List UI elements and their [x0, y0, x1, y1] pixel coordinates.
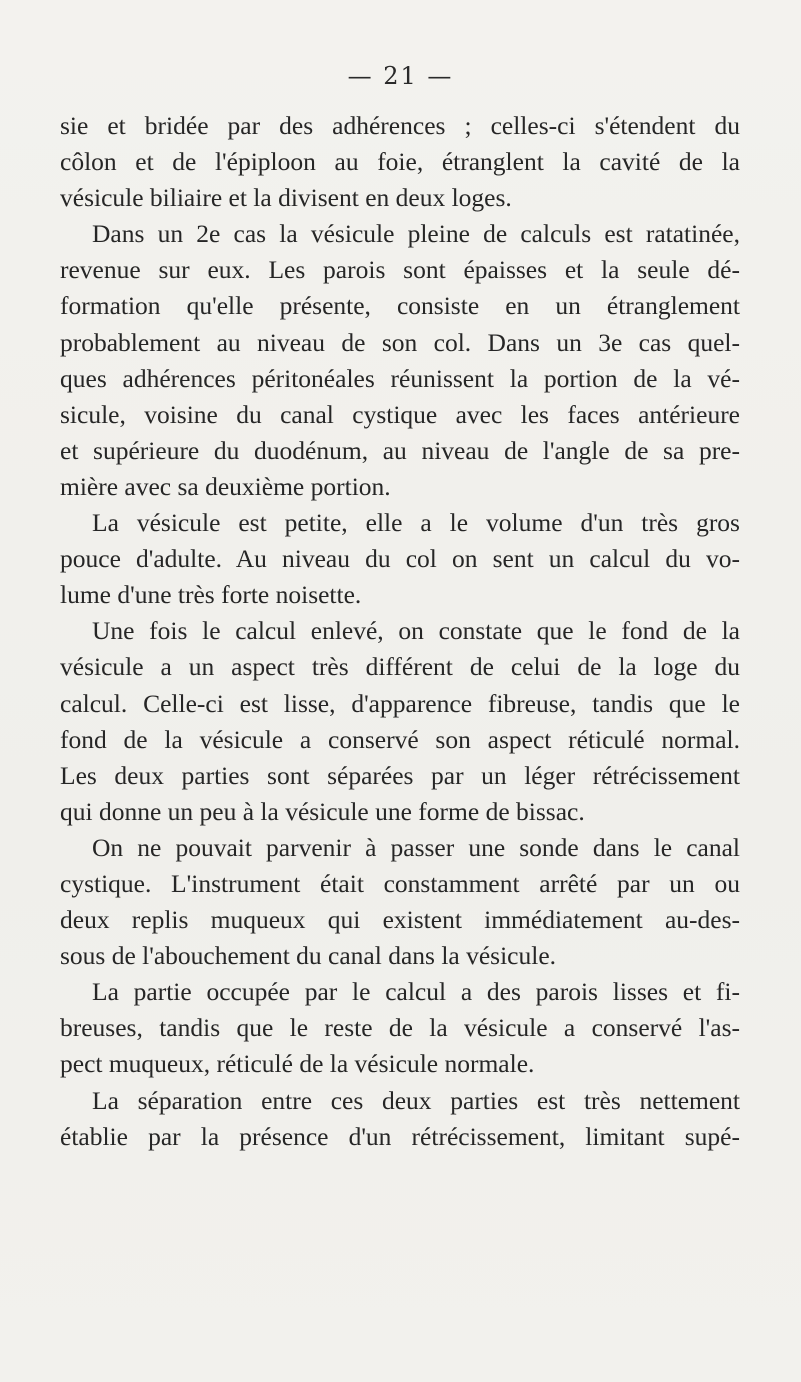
text-line: pect muqueux, réticulé de la vésicule normale. — [60, 1049, 535, 1079]
text-line: deux replis muqueux qui existent immédiatement au-des- — [60, 905, 740, 935]
text-line: Une fois le calcul enlevé, on constate que le fond de la — [92, 616, 740, 646]
text-line: La vésicule est petite, elle a le volume d'un très gros — [92, 508, 740, 538]
text-line: La partie occupée par le calcul a des parois lisses et fi- — [92, 977, 740, 1007]
text-line: revenue sur eux. Les parois sont épaisses et la seule dé- — [60, 255, 740, 285]
text-line: lume d'une très forte noisette. — [60, 580, 362, 610]
body-text — [60, 108, 740, 1155]
text-line: et supérieure du duodénum, au niveau de l'angle de sa pre- — [60, 435, 740, 465]
text-line: côlon et de l'épiploon au foie, étranglent la cavité de la — [60, 147, 740, 177]
text-line: fond de la vésicule a conservé son aspect réticulé normal. — [60, 724, 740, 754]
text-line: mière avec sa deuxième portion. — [60, 471, 391, 501]
text-line: pouce d'adulte. Au niveau du col on sent un calcul du vo- — [60, 544, 740, 574]
text-line: formation qu'elle présente, consiste en un étranglement — [60, 291, 740, 321]
text-line: Dans un 2e cas la vésicule pleine de calculs est ratatinée, — [92, 219, 740, 249]
text-line: sicule, voisine du canal cystique avec les faces antérieure — [60, 399, 740, 429]
text-line: vésicule biliaire et la divisent en deux loges. — [60, 183, 512, 213]
page-number: — 21 — — [347, 62, 454, 90]
text-line: La séparation entre ces deux parties est très nettement — [92, 1085, 740, 1115]
text-line: qui donne un peu à la vésicule une forme de bissac. — [60, 796, 585, 826]
text-line: cystique. L'instrument était constamment arrêté par un ou — [60, 868, 740, 898]
text-line: ques adhérences péritonéales réunissent la portion de la vé- — [60, 363, 740, 393]
text-line: breuses, tandis que le reste de la vésicule a conservé l'as- — [60, 1013, 740, 1043]
text-line: probablement au niveau de son col. Dans un 3e cas quel- — [60, 327, 740, 357]
text-line: Les deux parties sont séparées par un léger rétrécissement — [60, 760, 740, 790]
text-line: sous de l'abouchement du canal dans la vésicule. — [60, 941, 557, 971]
text-line: sie et bridée par des adhérences ; celles-ci s'étendent du — [60, 111, 740, 140]
text-line: établie par la présence d'un rétrécissement, limitant supé- — [60, 1121, 740, 1151]
text-line: vésicule a un aspect très différent de celui de la loge du — [60, 652, 740, 682]
text-line: On ne pouvait parvenir à passer une sonde dans le canal — [92, 832, 740, 862]
text-line: calcul. Celle-ci est lisse, d'apparence fibreuse, tandis que le — [60, 688, 740, 718]
